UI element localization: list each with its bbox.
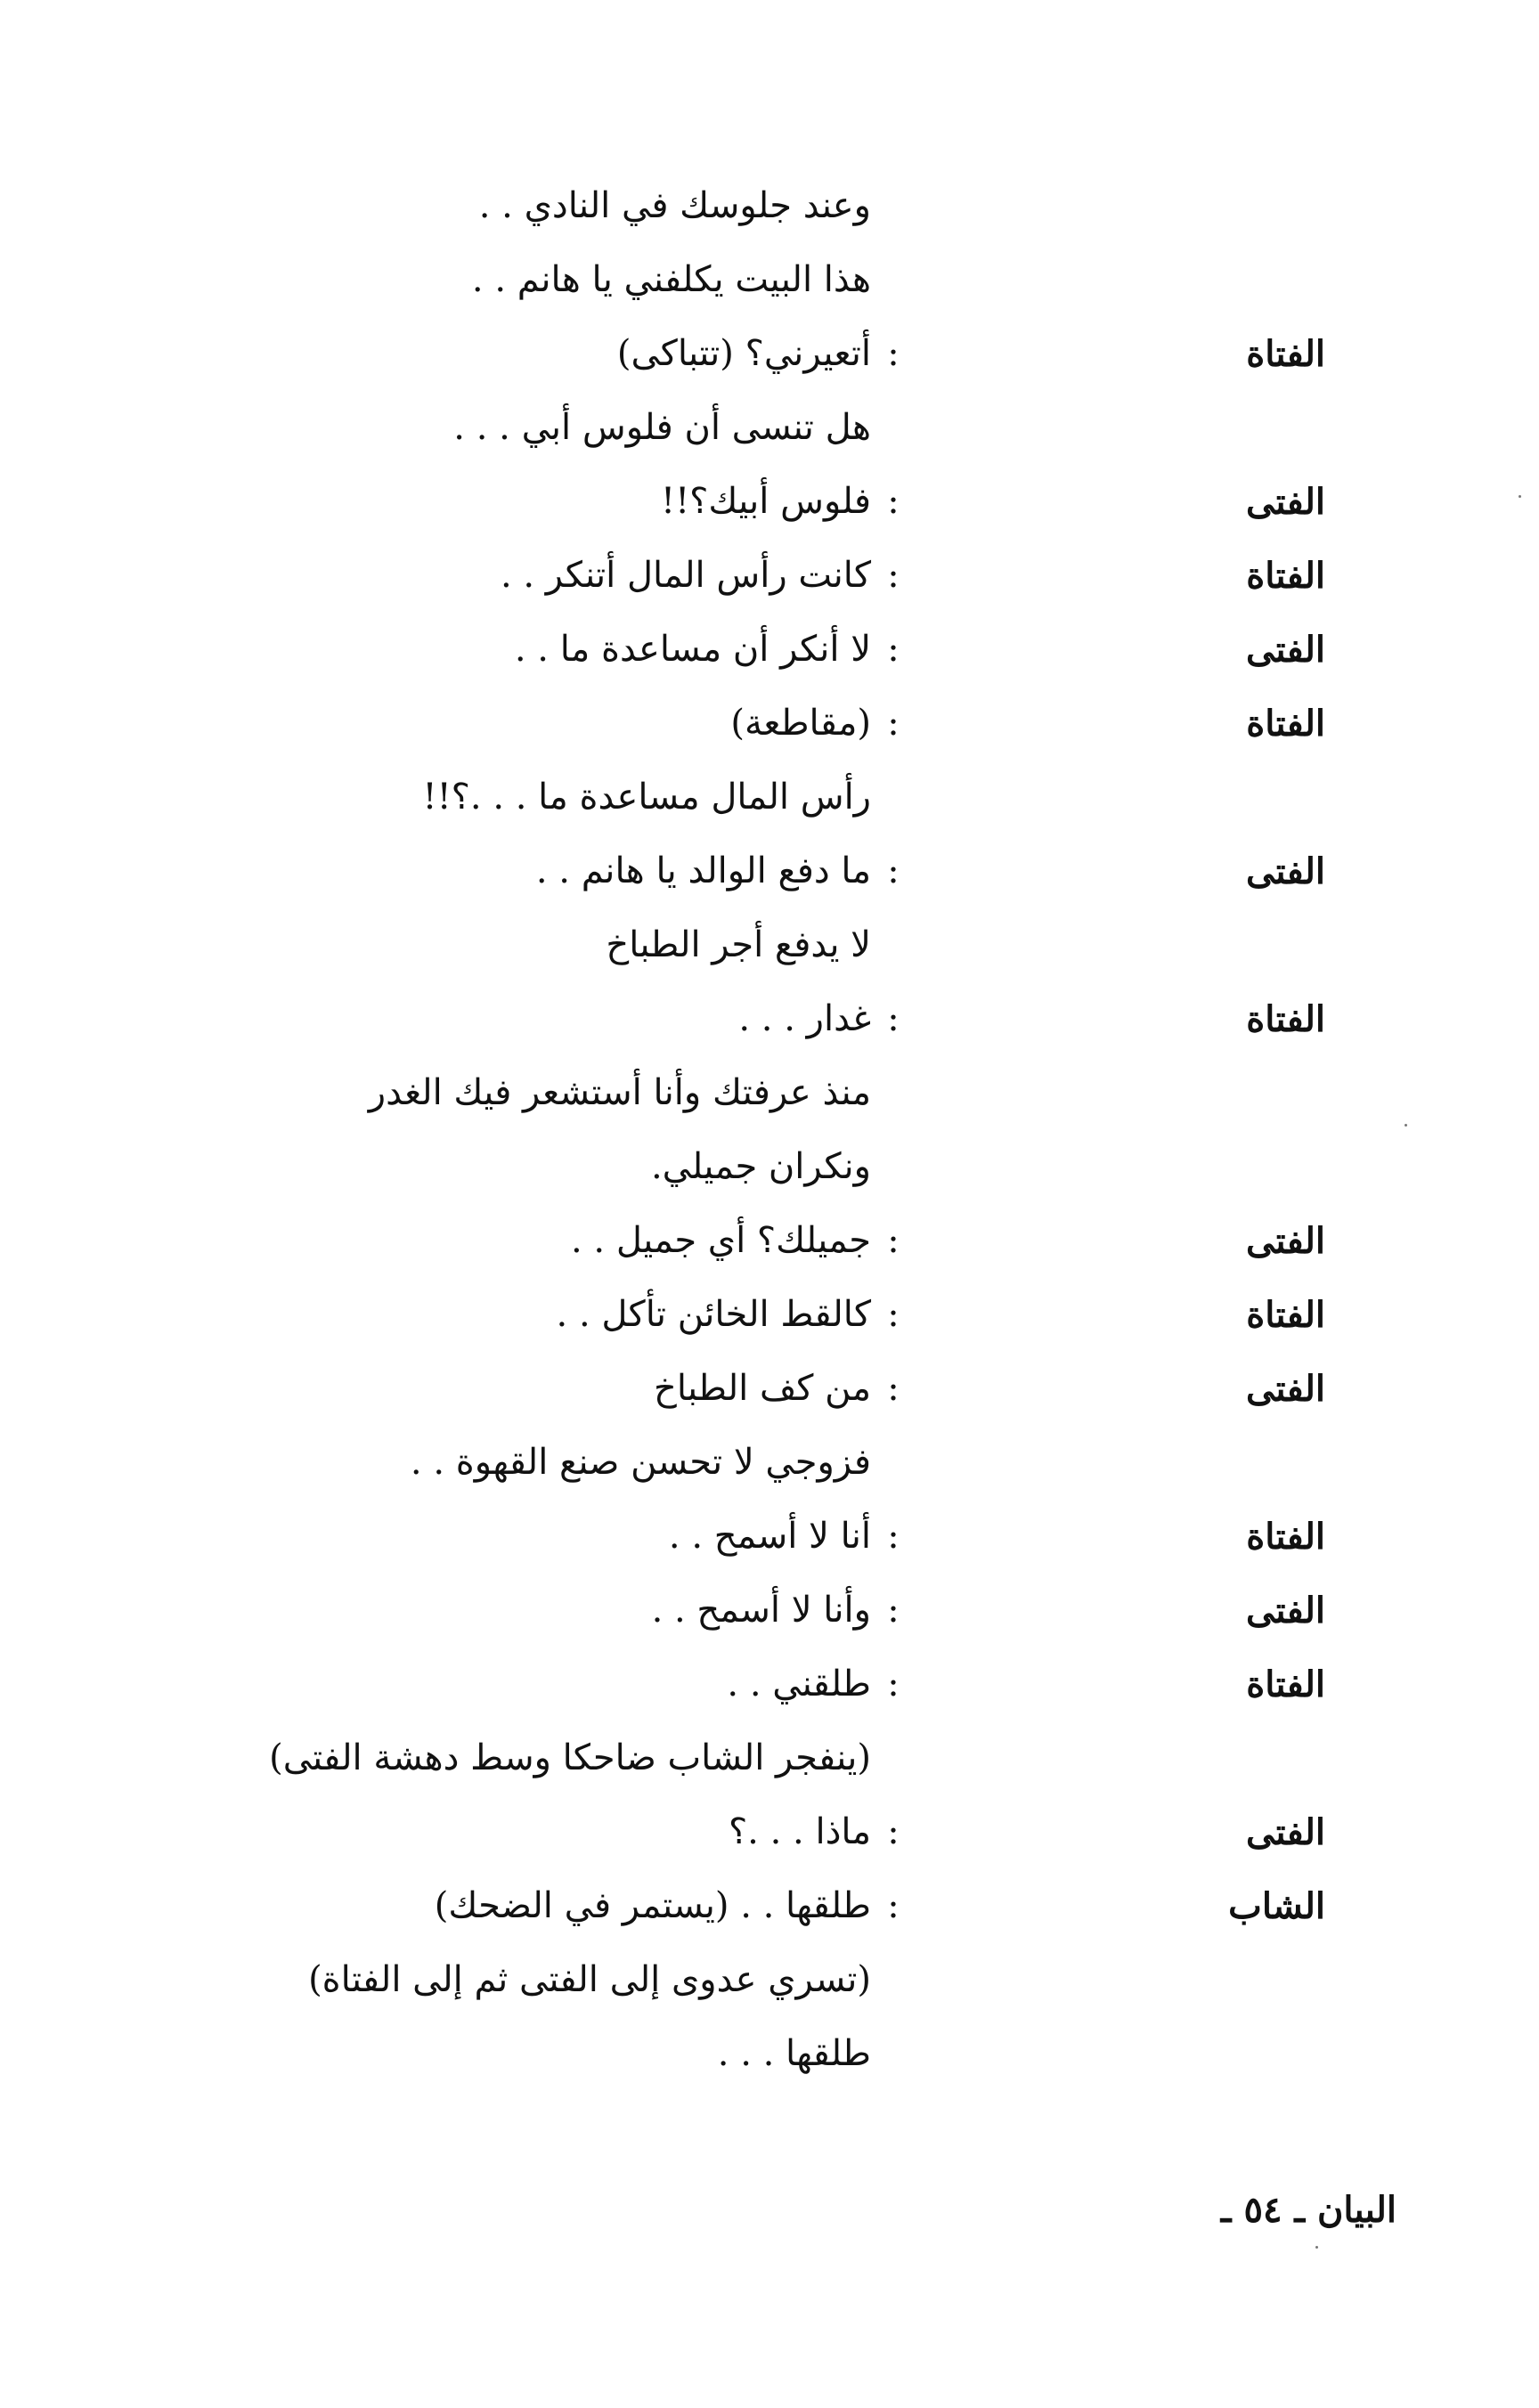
speaker-separator: : [887, 333, 900, 374]
dialogue-line: ماذا . . .؟ [728, 1811, 871, 1852]
dialogue-row [167, 761, 1325, 834]
speaker-name: الفتاة [1246, 555, 1325, 597]
speaker-name: الفتى [1246, 629, 1325, 671]
dialogue-line: أتعيرني؟ (تتباكى) [616, 333, 871, 374]
dialogue-line: غدار . . . [738, 998, 871, 1039]
dialogue-line: لا يدفع أجر الطباخ [606, 924, 871, 965]
dialogue-line: ما دفع الوالد يا هانم . . [535, 850, 871, 891]
dialogue-row [167, 1647, 1325, 1721]
scan-speck [1315, 2246, 1318, 2249]
dialogue-row [167, 169, 1325, 243]
dialogue-row [167, 2017, 1325, 2091]
dialogue-row [167, 687, 1325, 761]
dialogue-row [167, 1056, 1325, 1130]
dialogue-line: رأس المال مساعدة ما . . .؟!! [422, 777, 871, 818]
dialogue-row [167, 317, 1325, 391]
dialogue-line: كالقط الخائن تأكل . . [556, 1294, 871, 1335]
dialogue-line: لا أنكر أن مساعدة ما . . [514, 629, 871, 670]
speaker-name: الفتى [1246, 481, 1325, 523]
dialogue-line: وعند جلوسك في النادي . . [478, 185, 871, 226]
dialogue-line: هل تنسى أن فلوس أبي . . . [453, 407, 871, 448]
dialogue-row [167, 613, 1325, 687]
dialogue-line: جميلك؟ أي جميل . . [570, 1220, 871, 1261]
speaker-separator: : [887, 629, 900, 670]
speaker-name: الفتاة [1246, 1294, 1325, 1336]
dialogue-line: (ينفجر الشاب ضاحكا وسط دهشة الفتى) [269, 1737, 871, 1778]
speaker-name: الشاب [1228, 1885, 1325, 1927]
dialogue-row [167, 465, 1325, 539]
dialogue-row [167, 834, 1325, 908]
speaker-name: الفتاة [1246, 1516, 1325, 1558]
dialogue-row [167, 1426, 1325, 1500]
dialogue-line: طلقها . . . [717, 2033, 871, 2074]
speaker-name: الفتى [1246, 1811, 1325, 1853]
speaker-name: الفتى [1246, 1590, 1325, 1631]
dialogue-line: كانت رأس المال أتنكر . . [500, 555, 871, 596]
speaker-name: الفتى [1246, 1220, 1325, 1262]
dialogue-row [167, 1204, 1325, 1278]
speaker-name: الفتاة [1246, 703, 1325, 744]
dialogue-row [167, 1500, 1325, 1574]
dialogue-row [167, 1869, 1325, 1943]
dialogue-line: هذا البيت يكلفني يا هانم . . [471, 259, 871, 300]
speaker-separator: : [887, 1590, 900, 1631]
dialogue-row [167, 1943, 1325, 2017]
dialogue-line: من كف الطباخ [654, 1368, 871, 1409]
speaker-separator: : [887, 1220, 900, 1261]
speaker-separator: : [887, 555, 900, 596]
dialogue-row [167, 1278, 1325, 1352]
speaker-name: الفتاة [1246, 998, 1325, 1040]
dialogue-line: فزوجي لا تحسن صنع القهوة . . [410, 1442, 871, 1483]
dialogue-line: طلقها . . (يستمر في الضحك) [434, 1885, 871, 1926]
speaker-separator: : [887, 1811, 900, 1852]
dialogue-line: وأنا لا أسمح . . [651, 1590, 871, 1631]
dialogue-row [167, 539, 1325, 613]
speaker-separator: : [887, 703, 900, 744]
page-footer: البيان ـ ٥٤ ـ [1220, 2189, 1396, 2231]
speaker-separator: : [887, 1368, 900, 1409]
dialogue-line: (تسري عدوى إلى الفتى ثم إلى الفتاة) [308, 1959, 871, 2000]
dialogue-line: أنا لا أسمح . . [668, 1516, 871, 1557]
speaker-name: الفتاة [1246, 1664, 1325, 1705]
speaker-separator: : [887, 1664, 900, 1704]
dialogue-row [167, 1795, 1325, 1869]
dialogue-row [167, 1352, 1325, 1426]
dialogue-row [167, 982, 1325, 1056]
speaker-separator: : [887, 481, 900, 522]
dialogue-row [167, 908, 1325, 982]
speaker-separator: : [887, 998, 900, 1039]
dialogue-line: فلوس أبيك؟!! [661, 481, 871, 522]
dialogue-row [167, 1130, 1325, 1204]
dialogue-row [167, 391, 1325, 465]
dialogue-block [167, 169, 1325, 2091]
speaker-name: الفتاة [1246, 333, 1325, 375]
speaker-separator: : [887, 850, 900, 891]
dialogue-line: ونكران جميلي. [650, 1146, 871, 1187]
speaker-name: الفتى [1246, 850, 1325, 892]
dialogue-row [167, 1574, 1325, 1647]
speaker-separator: : [887, 1516, 900, 1557]
dialogue-row [167, 1721, 1325, 1795]
speaker-separator: : [887, 1294, 900, 1335]
scan-speck [1519, 495, 1521, 498]
dialogue-line: منذ عرفتك وأنا أستشعر فيك الغدر [368, 1072, 871, 1113]
speaker-name: الفتى [1246, 1368, 1325, 1410]
dialogue-line: طلقني . . [727, 1664, 871, 1704]
speaker-separator: : [887, 1885, 900, 1926]
scan-speck [1405, 1124, 1407, 1127]
dialogue-row [167, 243, 1325, 317]
dialogue-line: (مقاطعة) [730, 703, 871, 744]
